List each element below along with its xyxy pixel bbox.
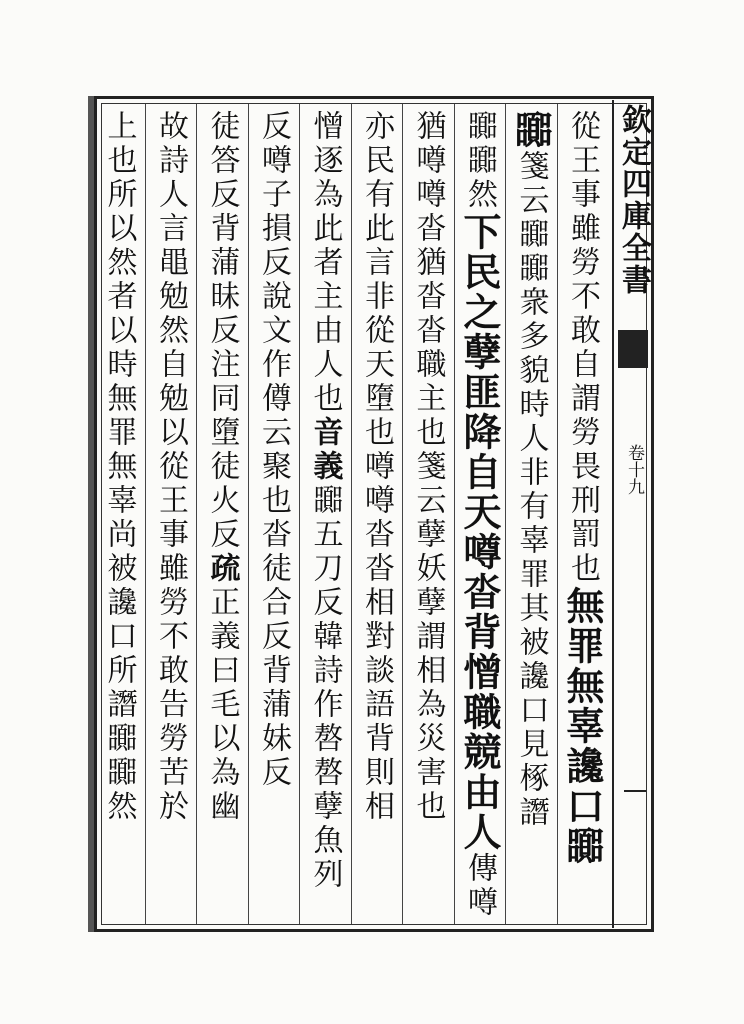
column-divider [248, 104, 249, 924]
text-column-3 [457, 110, 502, 920]
edge-volume: 卷十九 [624, 444, 644, 495]
text-column-6 [305, 110, 345, 892]
column-divider [557, 104, 558, 924]
column-divider [299, 104, 300, 924]
column-divider [402, 104, 403, 924]
commentary-text: 徒答反背蒲昧反注同墮徒火反 [204, 110, 240, 552]
main-text: 下民之孽匪降自天噂沓背憎職競由人 [457, 212, 502, 852]
column-divider [454, 104, 455, 924]
section-mark: 音義 [307, 416, 343, 484]
edge-page-mark [624, 790, 646, 792]
text-column-10 [99, 110, 139, 824]
main-text: 無罪無辜讒口嚻 [560, 586, 605, 866]
text-column-7 [253, 110, 293, 790]
commentary-text: 嚻五刀反韓詩作嗸嗸孽魚列 [307, 484, 343, 892]
text-column-4 [408, 110, 448, 824]
commentary-text: 箋云嚻嚻衆多貌時人非有辜罪其被讒口見椓譖 [513, 150, 549, 830]
column-divider [196, 104, 197, 924]
commentary-text: 正義曰毛以為幽 [204, 586, 240, 824]
text-column-5 [356, 110, 396, 824]
commentary-text: 亦民有此言非從天墮也噂噂沓沓相對談語背則相 [359, 110, 394, 824]
commentary-text: 上也所以然者以時無罪無辜尚被讒口所譖嚻嚻然 [101, 110, 137, 824]
text-column-8 [202, 110, 242, 824]
commentary-text: 反噂子損反說文作僔云聚也沓徒合反背蒲妹反 [256, 110, 291, 790]
commentary-text: 嚻嚻然 [462, 110, 497, 212]
column-divider [351, 104, 352, 924]
text-column-1 [560, 110, 605, 866]
commentary-text: 從王事雖勞不敢自謂勞畏刑罰也 [565, 110, 600, 586]
commentary-text: 猶噂噂沓猶沓沓職主也箋云孽妖孽謂相為災害也 [410, 110, 446, 824]
commentary-text: 傳噂 [462, 852, 497, 920]
edge-title: 欽定四庫全書 [616, 104, 651, 296]
column-divider [145, 104, 146, 924]
commentary-text: 憎逐為此者主由人也 [307, 110, 343, 416]
text-column-2 [508, 110, 554, 830]
fishtail-mark [618, 330, 648, 368]
text-column-9 [150, 110, 190, 824]
column-divider [505, 104, 506, 924]
commentary-text: 故詩人言黽勉然自勉以從王事雖勞不敢告勞苦於 [153, 110, 188, 824]
section-mark: 疏 [204, 552, 240, 586]
main-text: 嚻 [508, 110, 554, 150]
